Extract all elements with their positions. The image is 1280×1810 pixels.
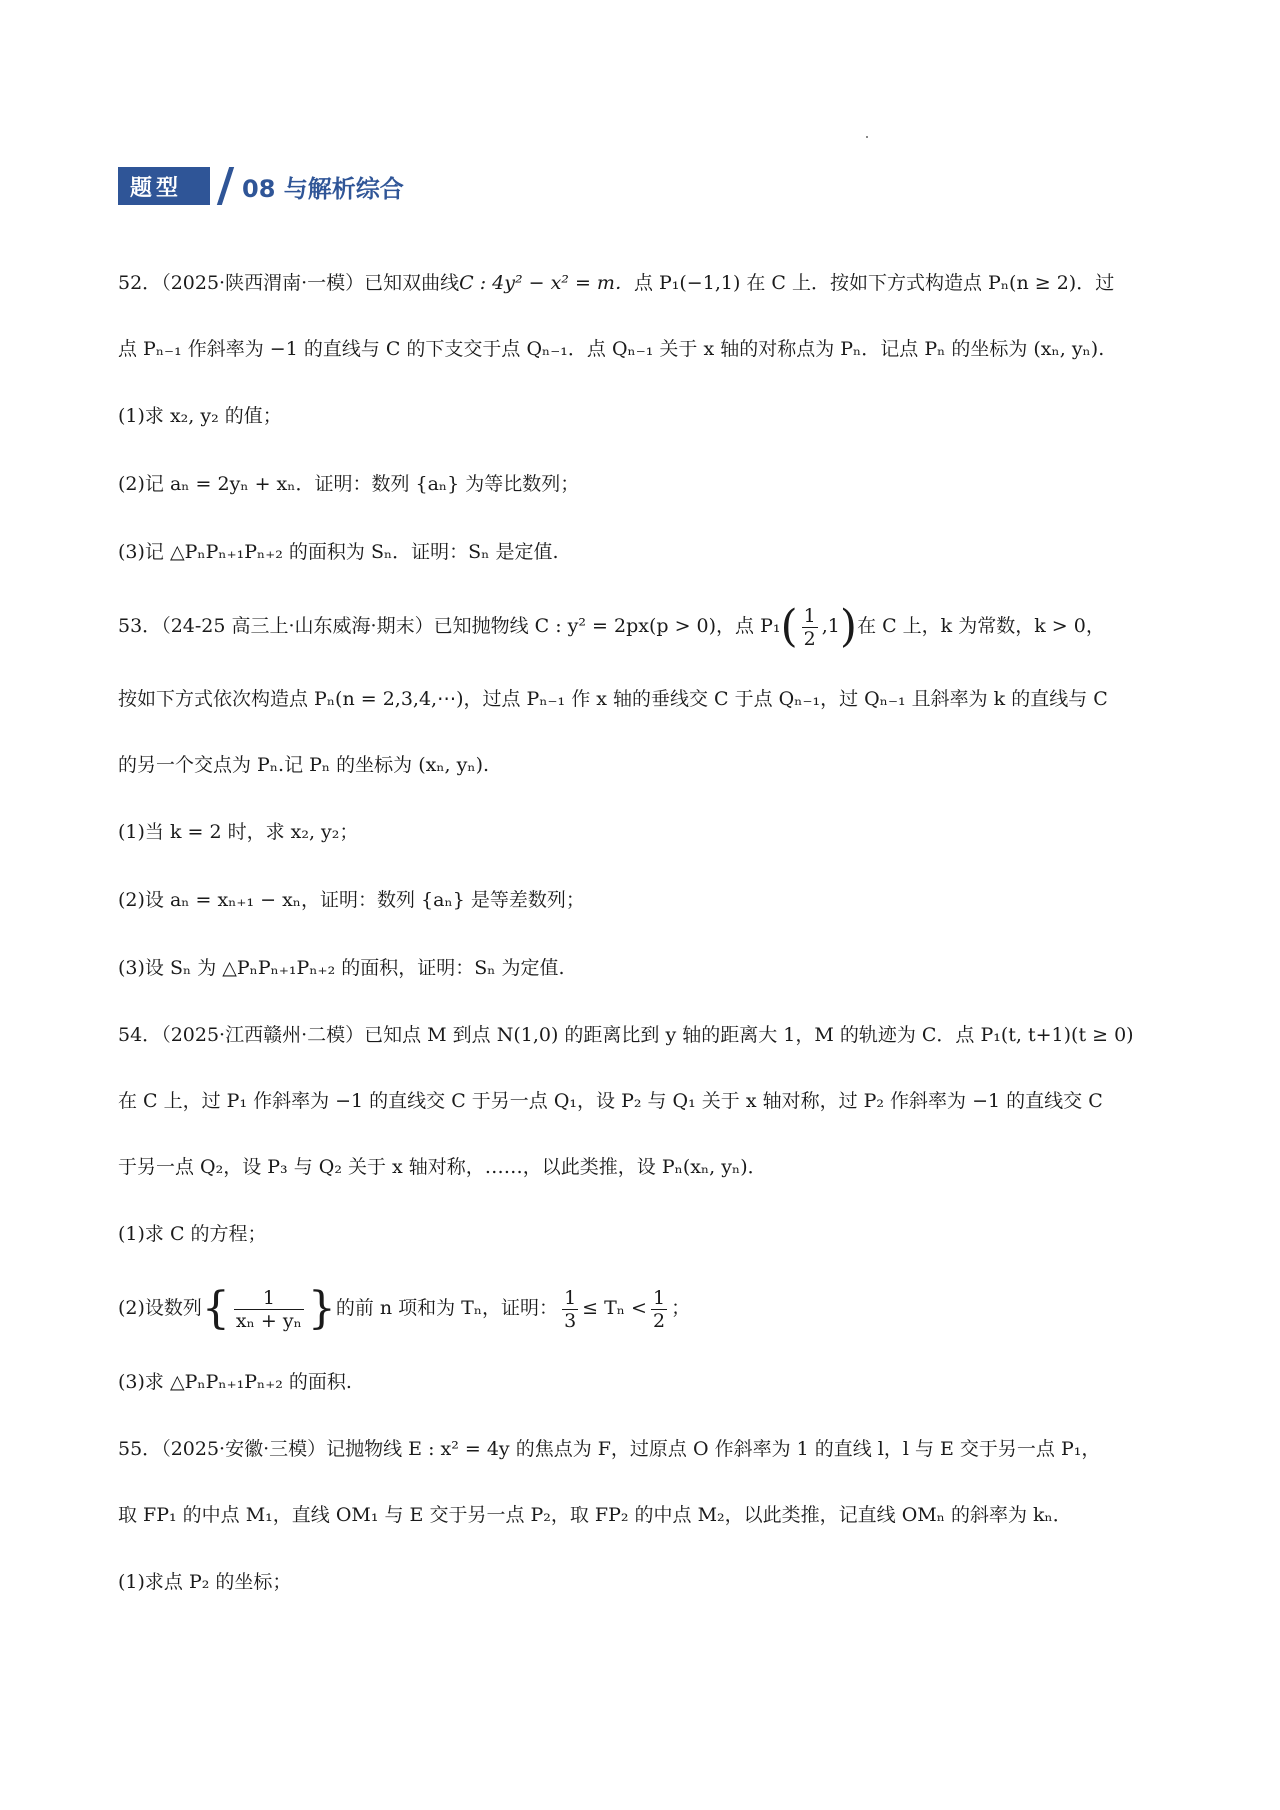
problem-text: ；	[671, 1297, 691, 1319]
problem-text: 在 C 上，k 为常数，k > 0，	[857, 615, 1105, 637]
problem-part-2: (2)记 aₙ = 2yₙ + xₙ．证明：数列 {aₙ} 为等比数列；	[118, 473, 580, 495]
problem-text: 记抛物线 E : x² = 4y 的焦点为 F，过原点 O 作斜率为 1 的直线 l，l 与 E 交于另一点 P₁，	[326, 1438, 1101, 1460]
open-paren: (	[780, 601, 798, 652]
problem-list	[118, 250, 1163, 1616]
inequality-middle: ≤ Tₙ <	[582, 1297, 647, 1319]
close-paren: )	[839, 601, 858, 652]
fraction-denominator: xₙ + yₙ	[235, 1309, 302, 1332]
problem-part-1: (1)求 x₂, y₂ 的值；	[118, 405, 282, 427]
upper-bound-fraction	[651, 1287, 667, 1332]
problem-part-1: (1)当 k = 2 时，求 x₂, y₂；	[118, 821, 359, 843]
problem-source: （2025·安徽·三模）	[161, 1438, 327, 1460]
problem-text: (2)设数列	[118, 1297, 202, 1319]
problem-source: （2025·陕西渭南·一模）	[161, 272, 365, 294]
problem-part-3: (3)设 Sₙ 为 △PₙPₙ₊₁Pₙ₊₂ 的面积，证明：Sₙ 为定值.	[118, 957, 565, 979]
section-badge-label: 题型	[130, 175, 183, 201]
curve-equation: C : 4y² − x² = m．	[459, 272, 634, 294]
close-brace: }	[307, 1283, 336, 1334]
problem-source: （24-25 高三上·山东威海·期末）	[161, 615, 434, 637]
fraction-half	[802, 605, 818, 650]
open-brace: {	[201, 1283, 230, 1334]
problem-stem-line: 取 FP₁ 的中点 M₁，直线 OM₁ 与 E 交于另一点 P₂，取 FP₂ 的中点 M₂，以此类推，记直线 OMₙ 的斜率为 kₙ．	[118, 1504, 1072, 1526]
problem-text: 已知点 M 到点 N(1,0) 的距离比到 y 轴的距离大 1，M 的轨迹为 C．点 P₁(t, t+1)(t ≥ 0)	[364, 1024, 1134, 1046]
fraction-numerator: 1	[652, 1286, 666, 1309]
section-badge	[118, 167, 210, 205]
problem-number: 55．	[118, 1438, 162, 1460]
problem-stem-line: 按如下方式依次构造点 Pₙ(n = 2,3,4,⋯)，过点 Pₙ₋₁ 作 x 轴的垂线交 C 于点 Qₙ₋₁，过 Qₙ₋₁ 且斜率为 k 的直线与 C	[118, 688, 1108, 710]
problem-52	[118, 250, 1163, 586]
problem-stem-line: 在 C 上，过 P₁ 作斜率为 −1 的直线交 C 于另一点 Q₁，设 P₂ 与 Q₁ 关于 x 轴对称，过 P₂ 作斜率为 −1 的直线交 C	[118, 1090, 1103, 1112]
fraction-denominator: 2	[652, 1309, 666, 1332]
problem-stem-line	[118, 1416, 1163, 1482]
problem-55	[118, 1416, 1163, 1616]
section-header	[118, 166, 404, 206]
badge-tab-shape	[193, 167, 234, 205]
problem-part-3: (3)记 △PₙPₙ₊₁Pₙ₊₂ 的面积为 Sₙ．证明：Sₙ 是定值.	[118, 541, 559, 563]
problem-number: 54．	[118, 1024, 162, 1046]
problem-stem-line	[118, 250, 1163, 316]
problem-number: 53．	[118, 615, 162, 637]
problem-part-3: (3)求 △PₙPₙ₊₁Pₙ₊₂ 的面积.	[118, 1371, 352, 1393]
problem-part-2: (2)设 aₙ = xₙ₊₁ − xₙ，证明：数列 {aₙ} 是等差数列；	[118, 889, 585, 911]
lower-bound-fraction	[562, 1287, 578, 1332]
problem-54	[118, 1002, 1163, 1416]
fraction-denominator: 2	[803, 627, 816, 650]
problem-source: （2025·江西赣州·二模）	[161, 1024, 365, 1046]
problem-stem-line: 的另一个交点为 Pₙ.记 Pₙ 的坐标为 (xₙ, yₙ).	[118, 754, 490, 776]
problem-stem-line	[118, 1002, 1163, 1068]
problem-text: 已知抛物线 C : y² = 2px(p > 0)，点 P₁	[433, 615, 781, 637]
problem-part-1: (1)求点 P₂ 的坐标；	[118, 1571, 292, 1593]
stray-mark	[866, 136, 868, 138]
problem-text: 点 P₁(−1,1) 在 C 上．按如下方式构造点 Pₙ(n ≥ 2)．过	[633, 272, 1115, 294]
problem-stem-line: 点 Pₙ₋₁ 作斜率为 −1 的直线与 C 的下支交于点 Qₙ₋₁．点 Qₙ₋₁ 关于 x 轴的对称点为 Pₙ．记点 Pₙ 的坐标为 (xₙ, yₙ).	[118, 338, 1105, 360]
fraction-numerator: 1	[803, 604, 816, 627]
fraction-numerator: 1	[234, 1287, 304, 1310]
problem-number: 52．	[118, 272, 162, 294]
section-title: 08 与解析综合	[242, 174, 404, 203]
fraction-denominator: 3	[564, 1309, 577, 1332]
problem-text: 已知双曲线	[364, 272, 460, 294]
problem-part-1: (1)求 C 的方程；	[118, 1223, 267, 1245]
problem-part-2	[118, 1268, 1163, 1348]
problem-stem-line: 于另一点 Q₂，设 P₃ 与 Q₂ 关于 x 轴对称，……，以此类推，设 Pₙ(xₙ, yₙ)．	[118, 1156, 767, 1178]
problem-stem-line: 53．（24-25 高三上·山东威海·期末）已知抛物线 C : y² = 2px(p > 0)，点 P₁( $\frac{1}{2}$ ,1)在 C 上，k 为常数，k > 0，	[118, 601, 1105, 652]
problem-53	[118, 586, 1163, 1002]
sequence-fraction	[234, 1287, 304, 1332]
problem-text: 的前 n 项和为 Tₙ，证明：	[335, 1297, 559, 1319]
fraction-numerator: 1	[564, 1286, 577, 1309]
